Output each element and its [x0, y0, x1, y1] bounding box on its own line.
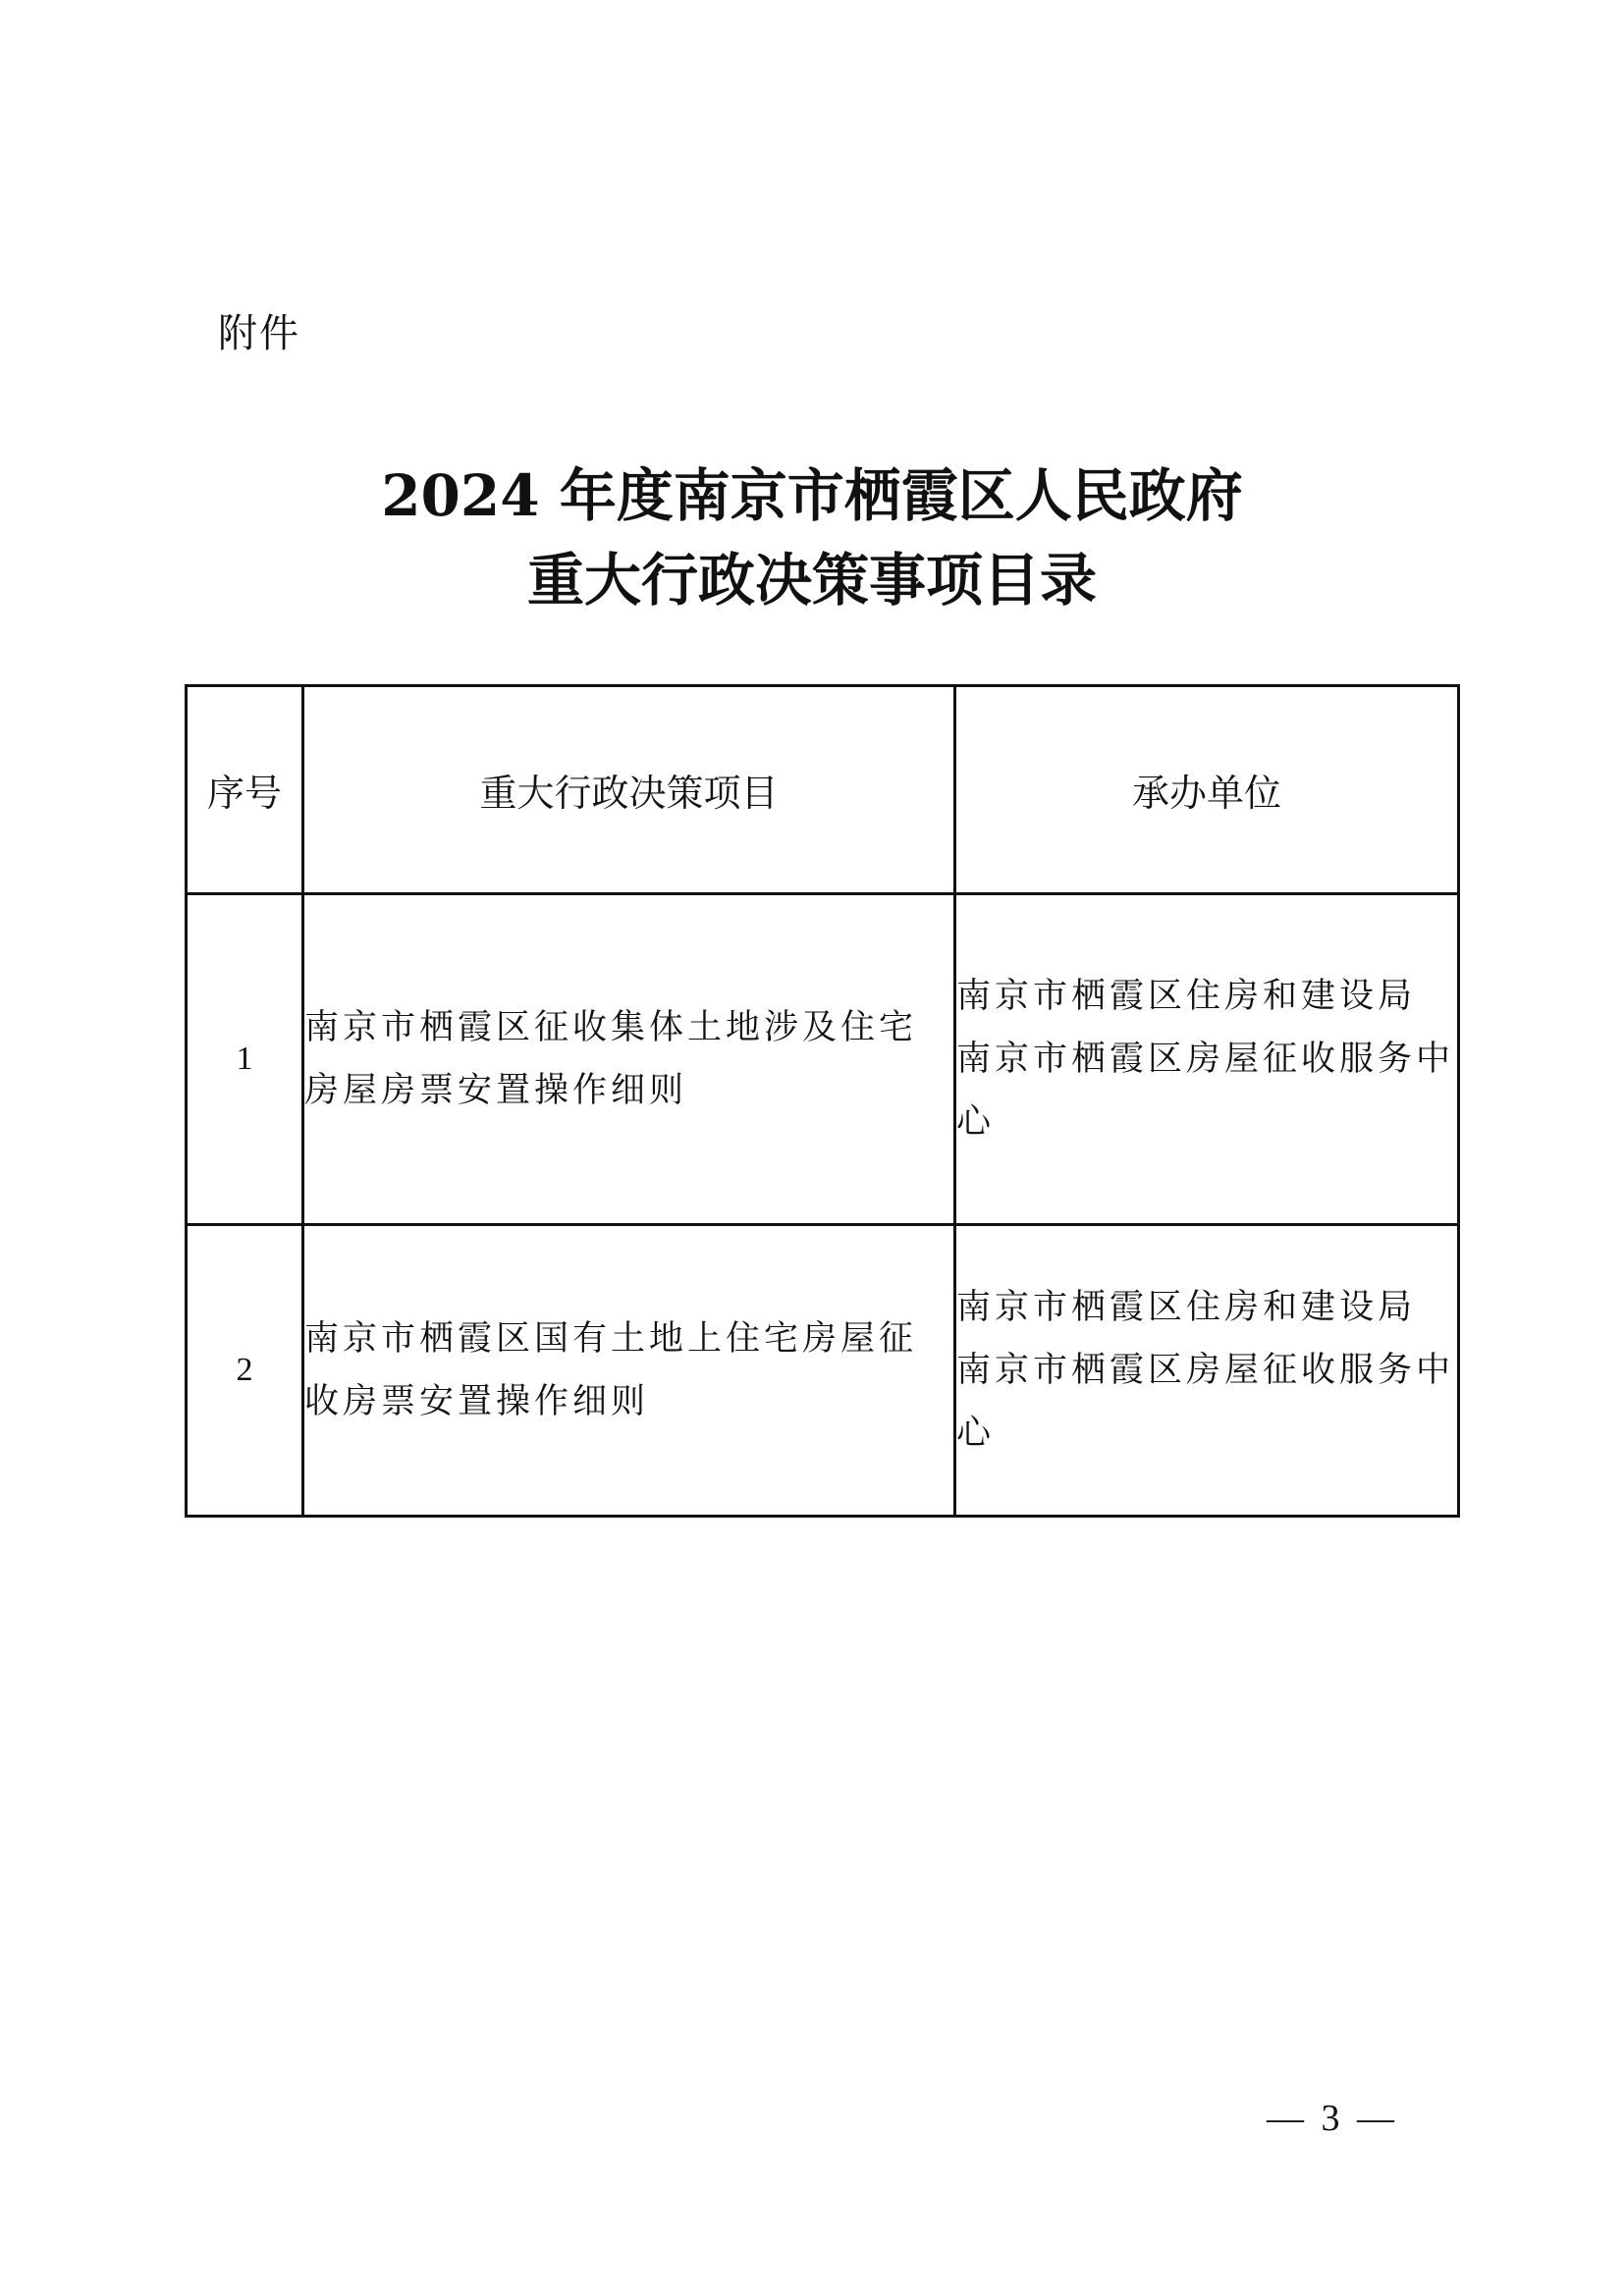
row-units — [955, 894, 1459, 1225]
row-unit: 南京市栖霞区房屋征收服务中心 — [956, 1351, 1455, 1453]
row-unit: 南京市栖霞区房屋征收服务中心 — [956, 1040, 1455, 1142]
header-unit: 承办单位 — [955, 686, 1459, 894]
table-row — [187, 894, 1459, 1225]
row-item: 南京市栖霞区国有土地上住宅房屋征收房票安置操作细则 — [303, 1225, 955, 1517]
page-number: — 3 — — [1267, 2098, 1398, 2139]
row-number: 2 — [187, 1225, 303, 1517]
attachment-label: 附件 — [218, 311, 300, 356]
header-item: 重大行政决策项目 — [303, 686, 955, 894]
table-header-row — [187, 686, 1459, 894]
row-units — [955, 1225, 1459, 1517]
document-title — [0, 454, 1624, 622]
row-unit: 南京市栖霞区住房和建设局 — [956, 977, 1417, 1016]
row-unit: 南京市栖霞区住房和建设局 — [956, 1288, 1417, 1327]
table-row — [187, 1225, 1459, 1517]
title-line-2: 重大行政决策事项目录 — [526, 547, 1097, 614]
header-number: 序号 — [187, 686, 303, 894]
row-number: 1 — [187, 894, 303, 1225]
row-item: 南京市栖霞区征收集体土地涉及住宅房屋房票安置操作细则 — [303, 894, 955, 1225]
decision-catalog-table — [185, 684, 1460, 1518]
title-line-1: 2024 年度南京市栖霞区人民政府 — [381, 462, 1243, 529]
